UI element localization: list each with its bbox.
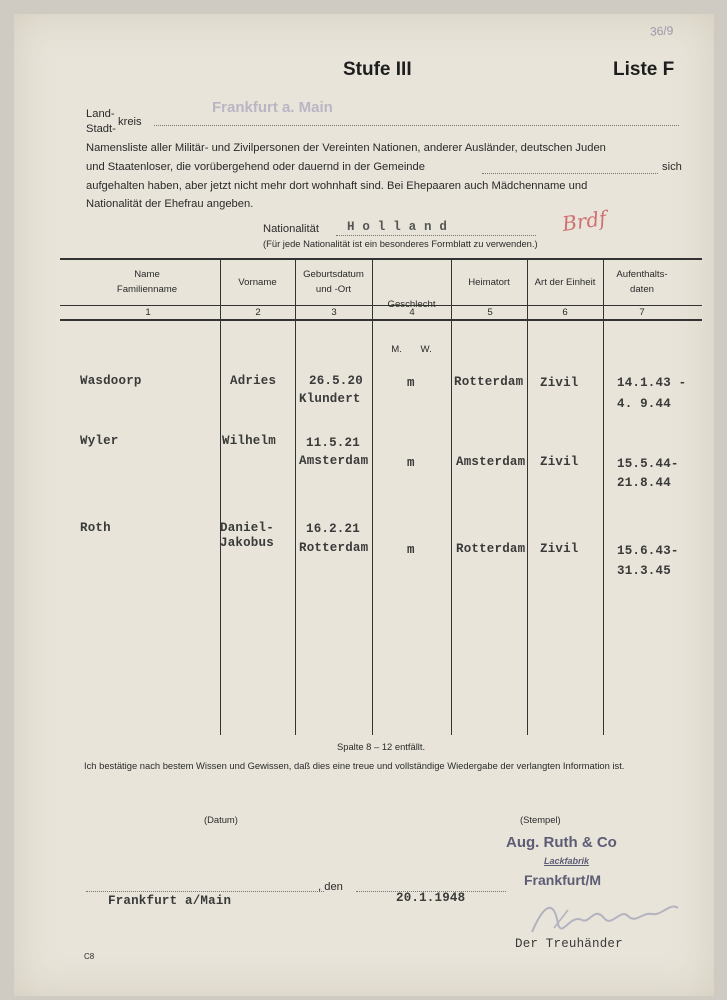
document-page	[14, 14, 714, 996]
colnum-6: 6	[562, 307, 568, 318]
spalte-note: Spalte 8 – 12 entfällt.	[337, 741, 426, 752]
cell-einheit: Zivil	[540, 455, 579, 469]
cell-name: Wyler	[80, 434, 119, 448]
nationality-value: H o l l a n d	[347, 220, 448, 234]
cell-geburt-ort: Klundert	[299, 392, 361, 406]
colnum-4: 4	[409, 307, 415, 318]
company-stamp-line: Lackfabrik	[544, 856, 590, 866]
kreis-label: kreis	[118, 116, 142, 128]
form-code: C8	[84, 952, 95, 961]
cell-geburt-ort: Rotterdam	[299, 541, 369, 555]
colnum-5: 5	[487, 307, 493, 318]
cell-geschlecht: m	[407, 456, 415, 470]
land-label: Land-	[86, 108, 115, 120]
intro-line-4: Nationalität der Ehefrau angeben.	[86, 198, 254, 210]
header-geschlecht: Geschlecht M. W.	[387, 299, 436, 355]
cell-vorname: Wilhelm	[222, 434, 276, 448]
header-aufenthalt: Aufenthalts- daten	[616, 269, 668, 295]
signer-label: Der Treuhänder	[515, 937, 623, 951]
gemeinde-line	[482, 173, 658, 174]
cell-vorname-2: Jakobus	[220, 536, 274, 550]
cell-aufenthalt-from: 15.5.44-	[617, 457, 679, 471]
cell-aufenthalt-from: 14.1.43 -	[617, 376, 687, 390]
nationality-note: (Für jede Nationalität ist ein besonderes Formblatt zu verwenden.)	[263, 238, 538, 249]
intro-line-3: aufgehalten haben, aber jetzt nicht mehr dort wohnhaft sind. Bei Ehepaaren auch Mädchenname und	[86, 180, 588, 192]
confirmation-text: Ich bestätige nach bestem Wissen und Gewissen, daß dies eine treue und vollständige Wiedergabe der verlangten Information ist.	[84, 760, 625, 771]
col-divider-2	[295, 258, 296, 735]
cell-name: Wasdoorp	[80, 374, 142, 388]
cell-geburt-date: 11.5.21	[306, 436, 360, 450]
cell-name: Roth	[80, 521, 111, 535]
intro-line-2b: sich	[662, 161, 682, 173]
cell-aufenthalt-to: 4. 9.44	[617, 397, 671, 411]
nationality-line	[336, 235, 536, 236]
header-heimatort: Heimatort	[468, 277, 510, 288]
cell-geschlecht: m	[407, 543, 415, 557]
cell-geburt-date: 16.2.21	[306, 522, 360, 536]
table-top-rule	[60, 258, 702, 260]
header-name: Name Familienname	[116, 269, 178, 295]
col-divider-4	[451, 258, 452, 735]
cell-geschlecht: m	[407, 376, 415, 390]
cell-einheit: Zivil	[540, 376, 579, 390]
annotation-handwriting: Brdf	[560, 206, 608, 236]
den-label: , den	[318, 881, 343, 893]
colnum-7: 7	[639, 307, 645, 318]
stadt-label: Stadt-	[86, 123, 116, 135]
cell-heimatort: Amsterdam	[456, 455, 526, 469]
intro-line-2: und Staatenloser, die vorübergehend oder dauernd in der Gemeinde	[86, 161, 425, 173]
header-einheit: Art der Einheit	[534, 277, 596, 288]
cell-vorname-1: Daniel-	[220, 521, 274, 535]
colnum-2: 2	[255, 307, 261, 318]
cell-einheit: Zivil	[540, 542, 579, 556]
cell-geburt-date: 26.5.20	[309, 374, 363, 388]
company-stamp-name: Aug. Ruth & Co	[506, 834, 617, 851]
header-vorname: Vorname	[238, 277, 277, 288]
col-divider-1	[220, 258, 221, 735]
cell-geburt-ort: Amsterdam	[299, 454, 369, 468]
kreis-value: Frankfurt a. Main	[212, 99, 333, 116]
col-divider-6	[603, 258, 604, 735]
stufe-heading: Stufe III	[343, 59, 412, 80]
cell-heimatort: Rotterdam	[456, 542, 526, 556]
corner-note: 36/9	[649, 23, 674, 39]
company-stamp-city: Frankfurt/M	[524, 872, 601, 888]
liste-heading: Liste F	[613, 59, 675, 80]
colnum-3: 3	[331, 307, 337, 318]
cell-aufenthalt-to: 21.8.44	[617, 476, 671, 490]
colnum-1: 1	[145, 307, 151, 318]
col-divider-5	[527, 258, 528, 735]
cell-aufenthalt-to: 31.3.45	[617, 564, 671, 578]
datum-label: (Datum)	[204, 814, 238, 825]
nationality-label: Nationalität	[263, 223, 319, 235]
date-value: 20.1.1948	[396, 891, 466, 905]
place-value: Frankfurt a/Main	[108, 894, 232, 908]
place-line	[86, 891, 324, 892]
header-geburt: Geburtsdatum und -Ort	[303, 269, 364, 295]
cell-heimatort: Rotterdam	[454, 375, 524, 389]
kreis-line	[154, 125, 679, 126]
cell-aufenthalt-from: 15.6.43-	[617, 544, 679, 558]
stempel-label: (Stempel)	[520, 814, 561, 825]
intro-line-1: Namensliste aller Militär- und Zivilpersonen der Vereinten Nationen, anderer Ausländer, deutschen Juden	[86, 142, 606, 154]
cell-vorname: Adries	[230, 374, 277, 388]
